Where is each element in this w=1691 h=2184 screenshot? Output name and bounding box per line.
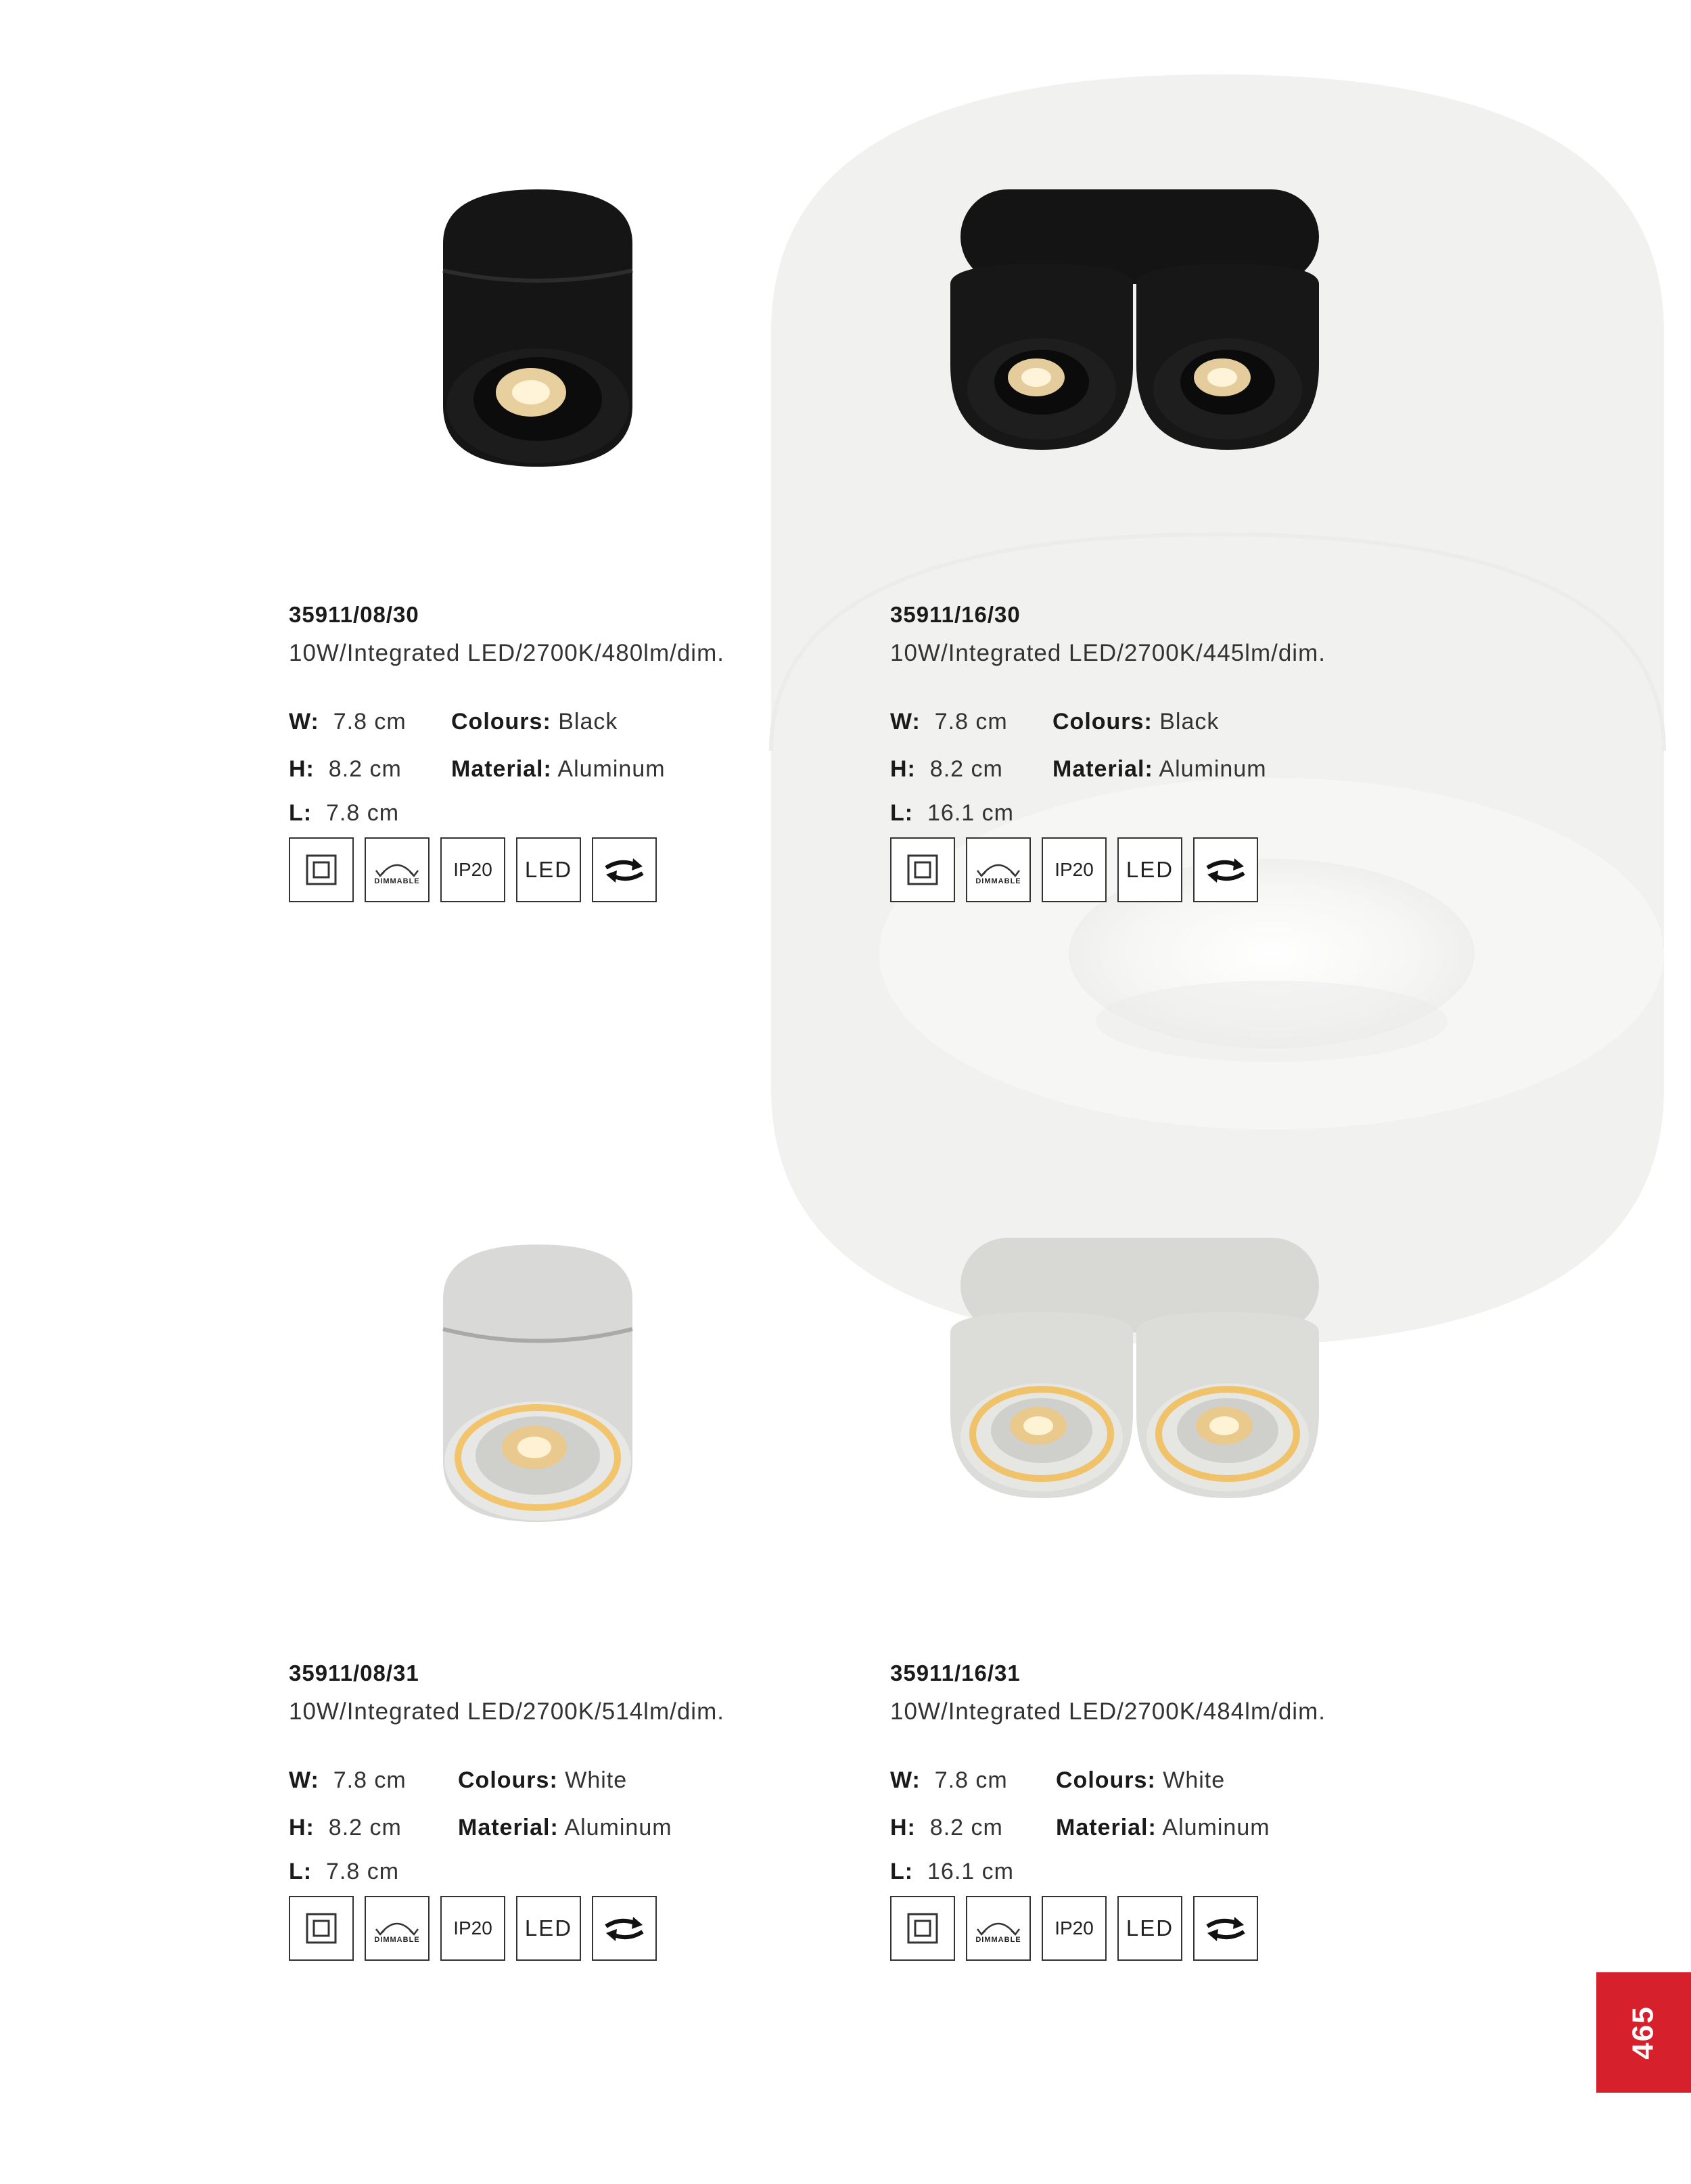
length-value: 16.1 cm <box>927 799 1014 826</box>
height-value: 8.2 cm <box>328 756 402 782</box>
colours-value: White <box>565 1767 628 1793</box>
product-spec: 10W/Integrated LED/2700K/514lm/dim. <box>289 1698 724 1725</box>
feature-icons <box>890 837 1465 902</box>
material-label: Material: <box>1056 1814 1157 1840</box>
length-label: L: <box>890 1858 914 1884</box>
product-image-black-double <box>947 189 1326 460</box>
width-label: W: <box>890 708 921 735</box>
led-icon: LED <box>1117 1896 1182 1961</box>
length-value: 7.8 cm <box>326 1858 400 1884</box>
material-value: Aluminum <box>557 756 666 782</box>
colours-label: Colours: <box>1052 708 1153 735</box>
length-value: 16.1 cm <box>927 1858 1014 1884</box>
length-label: L: <box>890 799 914 826</box>
ip20-icon: IP20 <box>1042 837 1107 902</box>
dimmable-icon <box>966 1896 1031 1961</box>
length-value: 7.8 cm <box>326 799 400 826</box>
product-image-white-double <box>947 1238 1326 1508</box>
material-value: Aluminum <box>1162 1814 1270 1840</box>
width-value: 7.8 cm <box>333 708 407 735</box>
double-insulation-icon <box>289 1896 354 1961</box>
width-value: 7.8 cm <box>934 1767 1008 1793</box>
product-code: 35911/16/31 <box>890 1660 1021 1686</box>
length-label: L: <box>289 799 312 826</box>
height-label: H: <box>890 1814 916 1840</box>
width-label: W: <box>289 708 319 735</box>
product-spec: 10W/Integrated LED/2700K/445lm/dim. <box>890 640 1326 666</box>
feature-icons <box>289 1896 864 1961</box>
colours-label: Colours: <box>451 708 551 735</box>
double-insulation-icon <box>890 837 955 902</box>
double-insulation-icon <box>890 1896 955 1961</box>
width-value: 7.8 cm <box>333 1767 407 1793</box>
height-value: 8.2 cm <box>929 1814 1003 1840</box>
material-label: Material: <box>451 756 552 782</box>
width-label: W: <box>890 1767 921 1793</box>
rotatable-icon <box>1193 837 1258 902</box>
product-image-black-single <box>433 189 643 473</box>
product-dimensions <box>289 1757 864 1892</box>
product-image-white-single <box>433 1245 643 1529</box>
double-insulation-icon <box>289 837 354 902</box>
dimmable-label: DIMMABLE <box>374 1936 420 1944</box>
product-code: 35911/08/31 <box>289 1660 419 1686</box>
dimmable-icon <box>365 1896 430 1961</box>
product-dimensions <box>890 698 1465 833</box>
dimmable-label: DIMMABLE <box>975 1936 1021 1944</box>
dimmable-icon <box>966 837 1031 902</box>
material-value: Aluminum <box>1159 756 1267 782</box>
dimmable-label: DIMMABLE <box>975 877 1021 885</box>
height-label: H: <box>289 756 315 782</box>
feature-icons <box>289 837 864 902</box>
product-code: 35911/16/30 <box>890 602 1021 627</box>
width-value: 7.8 cm <box>934 708 1008 735</box>
ip20-icon: IP20 <box>440 837 505 902</box>
height-value: 8.2 cm <box>328 1814 402 1840</box>
material-label: Material: <box>458 1814 559 1840</box>
product-block <box>289 602 864 902</box>
page-number-tab <box>1596 1972 1691 2093</box>
colours-value: White <box>1163 1767 1226 1793</box>
material-label: Material: <box>1052 756 1153 782</box>
colours-label: Colours: <box>1056 1767 1156 1793</box>
width-label: W: <box>289 1767 319 1793</box>
material-value: Aluminum <box>564 1814 672 1840</box>
led-icon: LED <box>516 1896 581 1961</box>
product-dimensions <box>890 1757 1465 1892</box>
product-spec: 10W/Integrated LED/2700K/484lm/dim. <box>890 1698 1326 1725</box>
feature-icons <box>890 1896 1465 1961</box>
product-block <box>890 602 1465 902</box>
ip20-icon: IP20 <box>440 1896 505 1961</box>
rotatable-icon <box>592 1896 657 1961</box>
rotatable-icon <box>1193 1896 1258 1961</box>
colours-label: Colours: <box>458 1767 558 1793</box>
ip20-icon: IP20 <box>1042 1896 1107 1961</box>
height-label: H: <box>289 1814 315 1840</box>
product-block <box>890 1660 1465 1961</box>
product-dimensions <box>289 698 864 833</box>
rotatable-icon <box>592 837 657 902</box>
dimmable-label: DIMMABLE <box>374 877 420 885</box>
dimmable-icon <box>365 837 430 902</box>
product-spec: 10W/Integrated LED/2700K/480lm/dim. <box>289 640 724 666</box>
product-code: 35911/08/30 <box>289 602 419 627</box>
led-icon: LED <box>516 837 581 902</box>
length-label: L: <box>289 1858 312 1884</box>
colours-value: Black <box>1159 708 1220 735</box>
page-number: 465 <box>1626 2005 1660 2060</box>
product-block <box>289 1660 864 1961</box>
height-label: H: <box>890 756 916 782</box>
height-value: 8.2 cm <box>929 756 1003 782</box>
colours-value: Black <box>558 708 618 735</box>
led-icon: LED <box>1117 837 1182 902</box>
